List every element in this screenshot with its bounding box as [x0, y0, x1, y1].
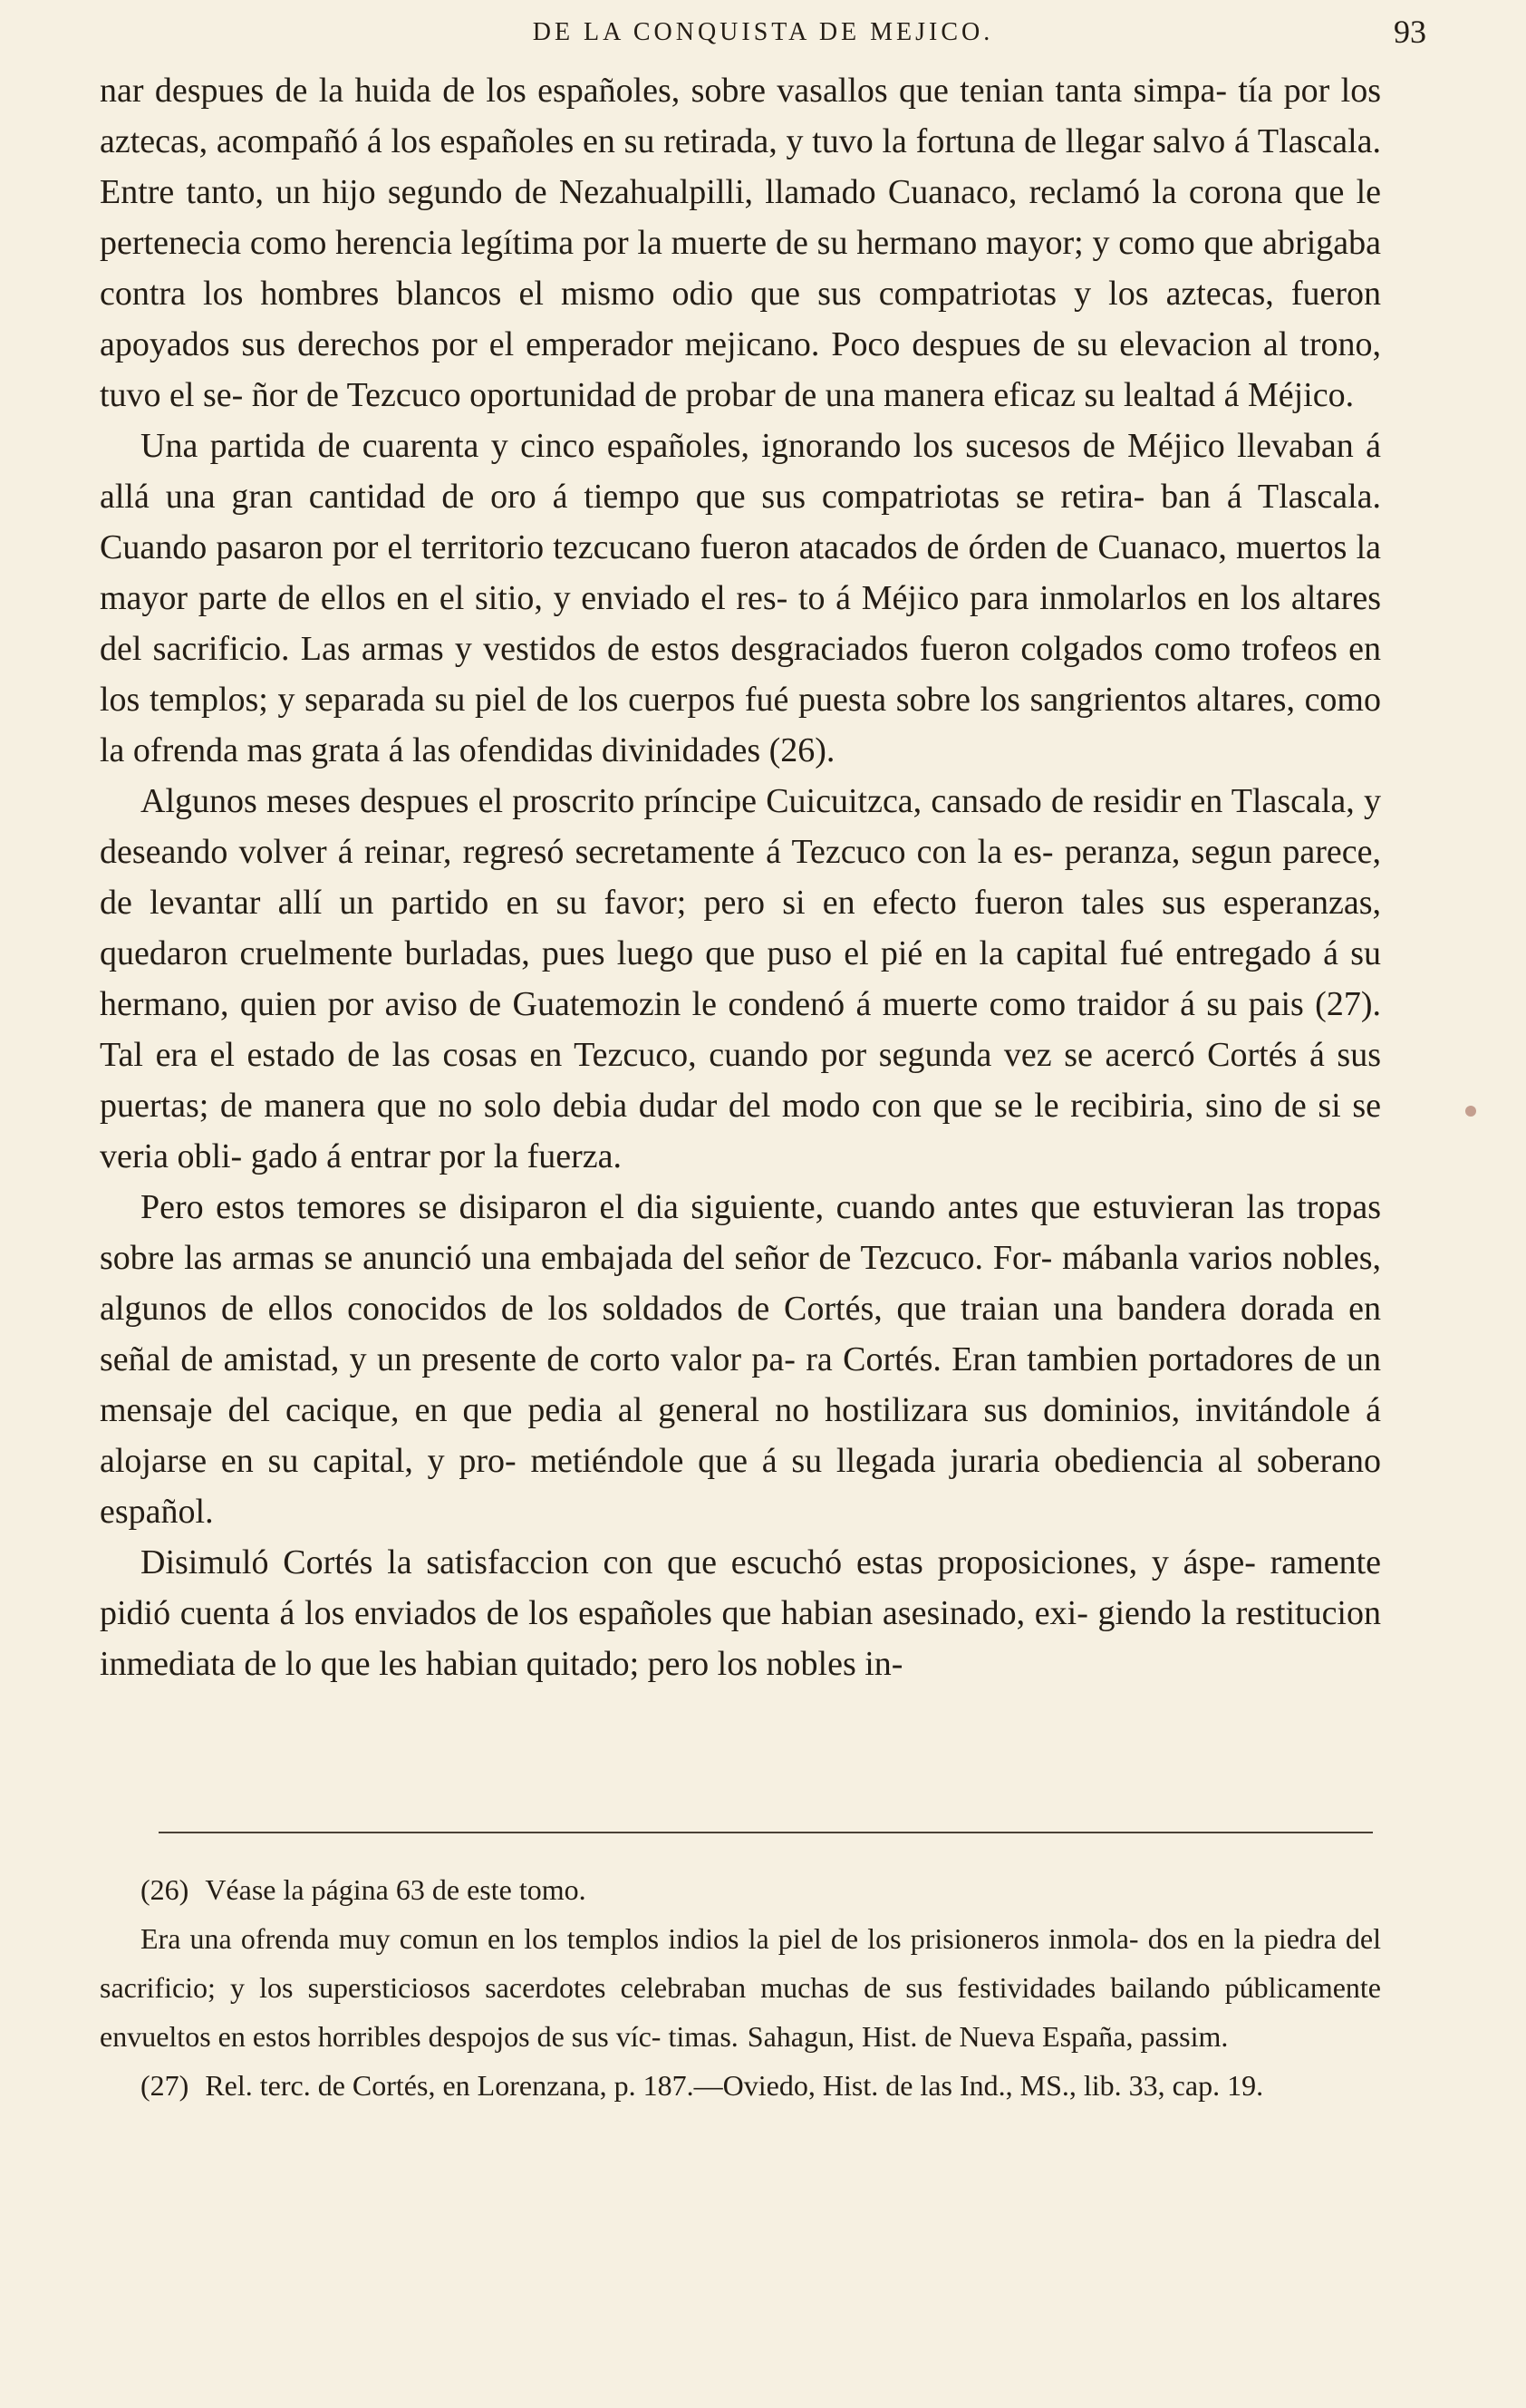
paragraph: nar despues de la huida de los españoles, sobre vasallos que tenian tanta simpa‑ tía por los aztecas, acompañó á los españoles en su retirada, y tuvo la fortuna de llegar salvo á Tlascala. Entre tanto, un hijo segundo de Nezahualpilli, llamado Cuanaco, reclamó la corona que le pertenecia como herencia legítima por la muerte de su hermano mayor; y como que abrigaba contra los hombres blancos el mismo odio que sus compatriotas y los aztecas, fueron apoyados sus derechos por el emperador mejicano. Poco despues de su elevacion al trono, tuvo el se‑ ñor de Tezcuco oportunidad de probar de una manera eficaz su lealtad á Méjico.: [100, 72, 1381, 414]
page-number: 93: [1394, 14, 1426, 50]
paragraph: Algunos meses despues el proscrito príncipe Cuicuitzca, cansado de residir en Tlascala, y deseando volver á reinar, regresó secretamente á Tezcuco con la es‑ peranza, segun parece, de levantar allí un partido en su favor; pero si en efecto fueron tales sus esperanzas, quedaron cruelmente burladas, pues luego que puso el pié en la capital fué entregado á su hermano, quien por aviso de Guatemozin le condenó á muerte como traidor á su pais (27). Tal era el estado de las cosas en Tezcuco, cuando por segunda vez se acercó Cortés á sus puertas; de manera que no solo debia dudar del modo con que se le recibiria, sino de si se veria obli‑ gado á entrar por la fuerza.: [100, 782, 1381, 1175]
footnote-26-body: [100, 1914, 1381, 2061]
footnote-line: Rel. terc. de Cortés, en Lorenzana, p. 187.—Oviedo, Hist. de las Ind., MS., lib. 33, cap. 19.: [205, 2069, 1264, 2102]
footnote-line: Era una ofrenda muy comun en los templos indios la piel de los prisioneros inmola‑ dos en la piedra del sacrificio; y los supersticiosos sacerdotes celebraban muchas de sus festividades bailando públicamente envueltos en estos horribles despojos de sus víc‑ timas.: [100, 1922, 1381, 2053]
paragraph: Disimuló Cortés la satisfaccion con que escuchó estas proposiciones, y áspe‑ ramente pidió cuenta á los enviados de los españoles que habian asesinado, exi‑ giendo la restitucion inmediata de lo que les habian quitado; pero los nobles in‑: [100, 1543, 1381, 1683]
footnote-rule: [159, 1832, 1373, 1833]
footnote-number: (26): [140, 1873, 189, 1906]
running-title: DE LA CONQUISTA DE MEJICO.: [532, 18, 994, 46]
footnote-26: [100, 1865, 1381, 1914]
footnote-line: Sahagun, Hist. de Nueva España, passim.: [747, 2020, 1229, 2053]
running-head: [100, 13, 1426, 60]
footnote-27: [100, 2061, 1381, 2110]
body-text: [100, 65, 1381, 1689]
margin-mark: [1465, 1106, 1476, 1117]
footnote-line: Véase la página 63 de este tomo.: [205, 1873, 586, 1906]
footnotes: [100, 1865, 1381, 2110]
paragraph: Pero estos temores se disiparon el dia siguiente, cuando antes que estuvieran las tropas sobre las armas se anunció una embajada del señor de Tezcuco. For‑ mábanla varios nobles, algunos de ellos conocidos de los soldados de Cortés, que traian una bandera dorada en señal de amistad, y un presente de corto valor pa‑ ra Cortés. Eran tambien portadores de un mensaje del cacique, en que pedia al general no hostilizara sus dominios, invitándole á alojarse en su capital, y pro‑ metiéndole que á su llegada juraria obediencia al soberano español.: [100, 1188, 1381, 1531]
footnote-number: (27): [140, 2069, 189, 2102]
paragraph: Una partida de cuarenta y cinco españoles, ignorando los sucesos de Méjico llevaban á allá una gran cantidad de oro á tiempo que sus compatriotas se retira‑ ban á Tlascala. Cuando pasaron por el territorio tezcucano fueron atacados de órden de Cuanaco, muertos la mayor parte de ellos en el sitio, y enviado el res‑ to á Méjico para inmolarlos en los altares del sacrificio. Las armas y vestidos de estos desgraciados fueron colgados como trofeos en los templos; y separada su piel de los cuerpos fué puesta sobre los sangrientos altares, como la ofrenda mas grata á las ofendidas divinidades (26).: [100, 427, 1381, 769]
